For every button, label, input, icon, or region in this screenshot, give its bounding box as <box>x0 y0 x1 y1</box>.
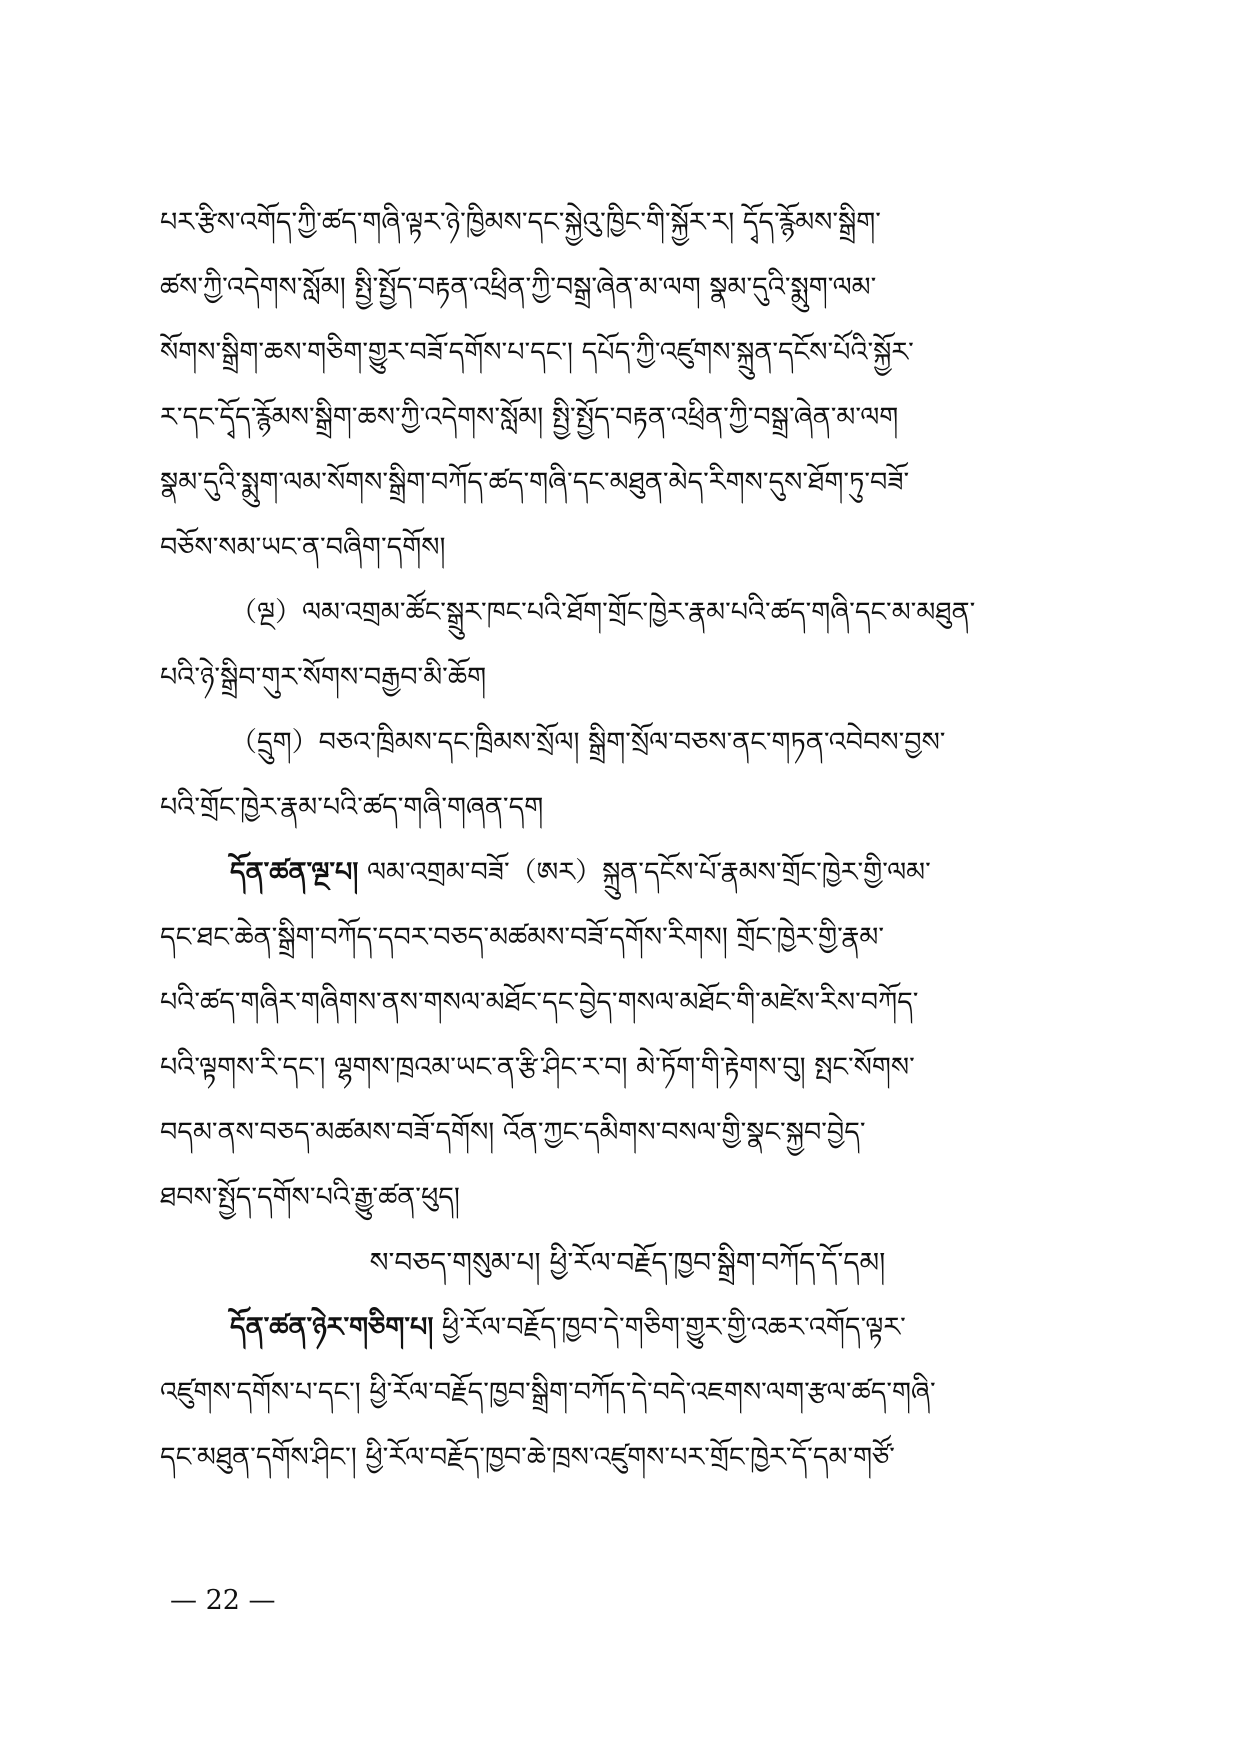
article-heading: དོན་ཚན་ལྔ་པ། <box>230 857 359 888</box>
article-first-line <box>160 1295 1095 1360</box>
list-item-line: （ལྔ）ལམ་འགྲམ་ཚོང་སྒྲུར་ཁང་པའི་ཐོག་གྲོང་ཁྱེར་རྣམ་པའི་ཚད་གཞི་དང་མ་མཐུན་ <box>230 597 976 628</box>
article-first-line <box>160 840 1095 905</box>
paragraph-line: བཅོས་སམ་ཡང་ན་བཞིག་དགོས། <box>160 532 446 563</box>
article-line: དང་མཐུན་དགོས་ཤིང་། ཕྱི་རོལ་བརྗོད་ཁྱབ་ཆེ་ཁྲས་འཛུགས་པར་གྲོང་ཁྱེར་དོ་དམ་གཙོ་ <box>160 1442 895 1473</box>
body-text <box>160 190 1095 1490</box>
article-line: འཛུགས་དགོས་པ་དང་། ཕྱི་རོལ་བརྗོད་ཁྱབ་སྒྲིག་བཀོད་དེ་བདེ་འཇགས་ལག་རྩལ་ཚད་གཞི་ <box>160 1377 936 1408</box>
paragraph-line: སོགས་སྒྲིག་ཆས་གཅིག་གྱུར་བཟོ་དགོས་པ་དང་། དཔོད་ཀྱི་འཛུགས་སྐྲུན་དངོས་པོའི་སྐྱོར་ <box>160 337 914 368</box>
paragraph-line: ར་དང་དྭོད་རྙོམས་སྒྲིག་ཆས་ཀྱི་འདེགས་སློམ། སྤྱི་སྤྱོད་བརྟན་འཕྲིན་ཀྱི་བསྒྲ་ཞེན་མ་ལག <box>160 402 899 433</box>
list-item-line: པའི་གྲོང་ཁྱེར་རྣམ་པའི་ཚད་གཞི་གཞན་དག <box>160 792 544 823</box>
paragraph-line: པར་རྩིས་འགོད་ཀྱི་ཚད་གཞི་ལྟར་ཉེ་ཁྱིམས་དང་སྐྱེའུ་ཁྱིང་གི་སྐྱོར་ར། དྭོད་རྙོམས་སྒྲིག་ <box>160 207 881 238</box>
article-line: དང་ཐང་ཆེན་སྒྲིག་བཀོད་དབར་བཅད་མཚམས་བཟོ་དགོས་རིགས། གྲོང་ཁྱེར་གྱི་རྣམ་ <box>160 922 885 953</box>
list-item-line: （དྲུག）བཅའ་ཁྲིམས་དང་ཁྲིམས་སྲོལ། སྒྲིག་སྲོལ་བཅས་ནང་གཏན་འབེབས་བྱས་ <box>230 727 946 758</box>
article-text: ཕྱི་རོལ་བརྗོད་ཁྱབ་དེ་གཅིག་གྱུར་གྱི་འཆར་འགོད་ལྟར་ <box>441 1312 906 1343</box>
paragraph-line: སྣམ་དུའི་སྨུག་ལམ་སོགས་སྒྲིག་བཀོད་ཚད་གཞི་དང་མཐུན་མེད་རིགས་དུས་ཐོག་ཏུ་བཟོ་ <box>160 467 910 498</box>
article-line: པའི་ཚད་གཞིར་གཞིགས་ནས་གསལ་མཐོང་དང་བྱེད་གསལ་མཐོང་གི་མཛེས་རིས་བཀོད་ <box>160 987 919 1018</box>
article-heading: དོན་ཚན་ཉེར་གཅིག་པ། <box>230 1312 434 1343</box>
section-title: ས་བཅད་གསུམ་པ། ཕྱི་རོལ་བརྗོད་ཁྱབ་སྒྲིག་བཀོད་དོ་དམ། <box>369 1246 886 1279</box>
article-line: བདམ་ནས་བཅད་མཚམས་བཟོ་དགོས། འོན་ཀྱང་དམིགས་བསལ་གྱི་སྣང་སྐྱབ་བྱེད་ <box>160 1117 866 1148</box>
article-line: ཐབས་སྤྱོད་དགོས་པའི་རྒྱུ་ཚན་ཕུད། <box>160 1182 460 1213</box>
page-number: — 22 — <box>170 1585 276 1616</box>
paragraph-line: ཚས་ཀྱི་འདེགས་སློམ། སྤྱི་སྤྱོད་བརྟན་འཕྲིན་ཀྱི་བསྒྲ་ཞེན་མ་ལག སྣམ་དུའི་སྨུག་ལམ་ <box>160 272 877 303</box>
list-item-line: པའི་ཉེ་སྒྲིབ་གུར་སོགས་བརྒྱབ་མི་ཆོག <box>160 662 487 693</box>
article-text: ལམ་འགྲམ་བཟོ་（ཨར）སྐྲུན་དངོས་པོ་རྣམས་གྲོང་ཁྱེར་གྱི་ལམ་ <box>366 857 931 888</box>
article-line: པའི་ལྟགས་རི་དང་། ལྷགས་ཁྲའམ་ཡང་ན་རྩི་ཤིང་ར་བ། མེ་ཏོག་གི་རྟེགས་བུ། སྤང་སོགས་ <box>160 1052 915 1083</box>
